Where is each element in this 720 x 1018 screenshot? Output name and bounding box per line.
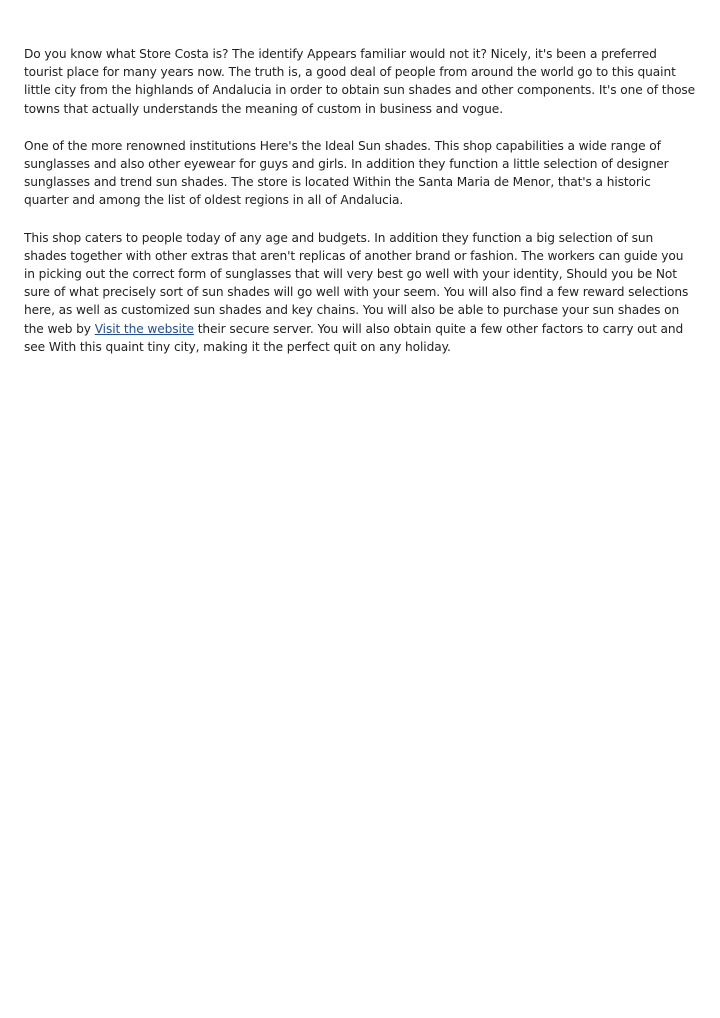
paragraph-3-text-after-link: their secure server. You will also obtain quite a few other factors to carry out and see With this quaint tiny city, making it the perfect quit on any holiday. <box>24 321 684 354</box>
paragraph-3 <box>24 229 696 356</box>
visit-website-link[interactable]: Visit the website <box>94 321 194 336</box>
paragraph-1: Do you know what Store Costa is? The identify Appears familiar would not it? Nicely, it's been a preferred tourist place for many years now. The truth is, a good deal of people from around the world go to this quaint little city from the highlands of Andalucia in order to obtain sun shades and other components. It's one of those towns that actually understands the meaning of custom in business and vogue. <box>24 47 696 116</box>
paragraph-2: One of the more renowned institutions Here's the Ideal Sun shades. This shop capabilities a wide range of sunglasses and also other eyewear for guys and girls. In addition they function a little selection of designer sunglasses and trend sun shades. The store is located Within the Santa Maria de Menor, that's a historic quarter and among the list of oldest regions in all of Andalucia. <box>24 138 669 208</box>
paragraph-3-text-before-link: This shop caters to people today of any age and budgets. In addition they function a big selection of sun shades together with other extras that aren't replicas of another brand or fashion. The workers can guide you in picking out the correct form of sunglasses that will very best go well with your identity, Should you be Not sure of what precisely sort of sun shades will go well with your seem. You will also find a few reward selections here, as well as customized sun shades and key chains. You will also be able to purchase your sun shades on the web by <box>24 230 689 336</box>
document-body <box>24 45 696 375</box>
